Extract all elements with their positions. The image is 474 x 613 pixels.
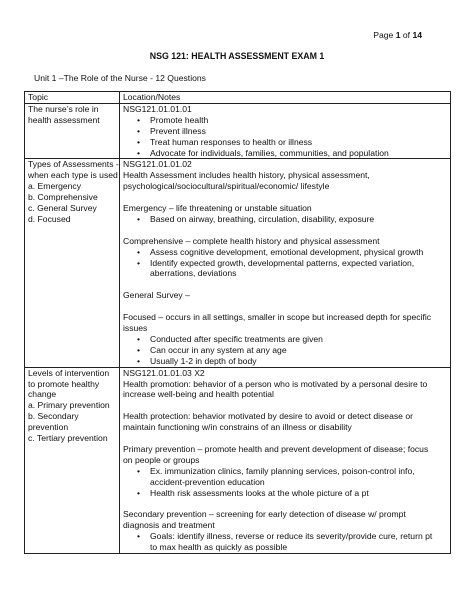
topic-cell bbox=[25, 159, 120, 367]
list-item bbox=[150, 488, 447, 499]
bullet-list bbox=[123, 115, 447, 159]
list-item: • Promote health bbox=[150, 115, 447, 126]
topic-line: Levels of intervention bbox=[28, 367, 110, 378]
list-item-line: • Assess cognitive development, emotional development, physical growth bbox=[150, 246, 424, 257]
table-row bbox=[25, 103, 451, 159]
topic-line: a. Emergency bbox=[28, 181, 82, 192]
topic-line: c. General Survey bbox=[28, 203, 97, 214]
note-line: on people or groups bbox=[123, 454, 200, 465]
header-topic: Topic bbox=[25, 92, 120, 104]
topic-line: c. Tertiary prevention bbox=[28, 433, 108, 444]
list-item: • Usually 1-2 in depth of body bbox=[150, 356, 447, 367]
notes-cell bbox=[120, 103, 451, 159]
note-line: Emergency – life threatening or unstable situation bbox=[123, 203, 312, 214]
topic-line: The nurse’s role in bbox=[28, 103, 99, 114]
note-line: Primary prevention – promote health and prevent development of disease; focus bbox=[123, 443, 429, 454]
bullet-list bbox=[123, 214, 447, 225]
list-item-line: aberrations, deviations bbox=[150, 268, 237, 279]
page-of: of bbox=[402, 30, 411, 40]
header-location-notes: Location/Notes bbox=[120, 92, 451, 104]
list-item: • Advocate for individuals, families, communities, and population bbox=[150, 148, 447, 159]
list-item bbox=[150, 247, 447, 258]
page-total: 14 bbox=[412, 30, 422, 40]
topic-line: when each type is used bbox=[28, 170, 118, 181]
topic-line: a. Primary prevention bbox=[28, 400, 110, 411]
list-item: • Treat human responses to health or illness bbox=[150, 137, 447, 148]
page-number bbox=[373, 30, 422, 41]
page-label: Page bbox=[373, 30, 394, 40]
table-header-row bbox=[25, 92, 451, 104]
bullet-list bbox=[123, 247, 447, 280]
topic-line: prevention bbox=[28, 422, 69, 433]
topic-line: to promote healthy bbox=[28, 378, 100, 389]
note-line: issues bbox=[123, 322, 148, 333]
list-item-line: • Health risk assessments looks at the whole picture of a pt bbox=[150, 487, 369, 498]
bullet-list bbox=[123, 334, 447, 367]
list-item bbox=[150, 258, 447, 280]
note-line: maintain functioning w/in constrains of an illness or disability bbox=[123, 422, 352, 433]
note-line: diagnosis and treatment bbox=[123, 520, 215, 531]
topic-line: b. Secondary bbox=[28, 411, 79, 422]
list-item: • Prevent illness bbox=[150, 126, 447, 137]
notes-cell bbox=[120, 159, 451, 367]
notes-cell bbox=[120, 367, 451, 553]
notes-table bbox=[24, 91, 451, 554]
objective-code: NSG121.01.01.03 X2 bbox=[123, 367, 205, 378]
note-line: Secondary prevention – screening for early detection of disease w/ prompt bbox=[123, 509, 406, 520]
topic-line: change bbox=[28, 389, 57, 400]
objective-code: NSG121.01.01.02 bbox=[123, 159, 192, 170]
list-item-line: accident-prevention education bbox=[150, 476, 265, 487]
bullet-list bbox=[123, 531, 447, 553]
list-item-line: • Ex. immunization clinics, family planning services, poison-control info, bbox=[150, 465, 415, 476]
topic-line: b. Comprehensive bbox=[28, 192, 98, 203]
list-item bbox=[150, 466, 447, 488]
topic-line: d. Focused bbox=[28, 213, 71, 224]
note-line: Health protection: behavior motivated by desire to avoid or detect disease or bbox=[123, 411, 413, 422]
list-item: • Based on airway, breathing, circulation, disability, exposure bbox=[150, 214, 447, 225]
topic-line: health assessment bbox=[28, 114, 100, 125]
note-line: psychological/sociocultural/spiritual/economic/ lifestyle bbox=[123, 181, 330, 192]
list-item: • Can occur in any system at any age bbox=[150, 345, 447, 356]
document-title: NSG 121: HEALTH ASSESSMENT EXAM 1 bbox=[149, 51, 325, 61]
topic-cell bbox=[25, 367, 120, 553]
list-item bbox=[150, 531, 447, 553]
topic-cell bbox=[25, 103, 120, 159]
note-line: General Survey – bbox=[123, 290, 190, 301]
table-row bbox=[25, 367, 451, 553]
note-line: Focused – occurs in all settings, smaller in scope but increased depth for specific bbox=[123, 312, 432, 323]
table-row bbox=[25, 159, 451, 367]
note-line: Comprehensive – complete health history and physical assessment bbox=[123, 235, 380, 246]
list-item: • Conducted after specific treatments are given bbox=[150, 334, 447, 345]
list-item-line: to max health as quickly as possible bbox=[150, 542, 288, 553]
bullet-list bbox=[123, 466, 447, 499]
list-item-line: • Goals: identify illness, reverse or reduce its severity/provide cure, return pt bbox=[150, 531, 433, 542]
unit-heading: Unit 1 –The Role of the Nurse - 12 Questions bbox=[34, 73, 206, 83]
list-item-line: • Identify expected growth, developmental patterns, expected variation, bbox=[150, 257, 415, 268]
note-line: Health Assessment includes health history, physical assessment, bbox=[123, 170, 370, 181]
topic-line: Types of Assessments - bbox=[28, 159, 119, 170]
note-line: Health promotion: behavior of a person who is motivated by a personal desire to bbox=[123, 378, 428, 389]
note-line: increase well-being and health potential bbox=[123, 389, 274, 400]
page-current: 1 bbox=[395, 30, 401, 40]
objective-code: NSG121.01.01.01 bbox=[123, 103, 192, 114]
